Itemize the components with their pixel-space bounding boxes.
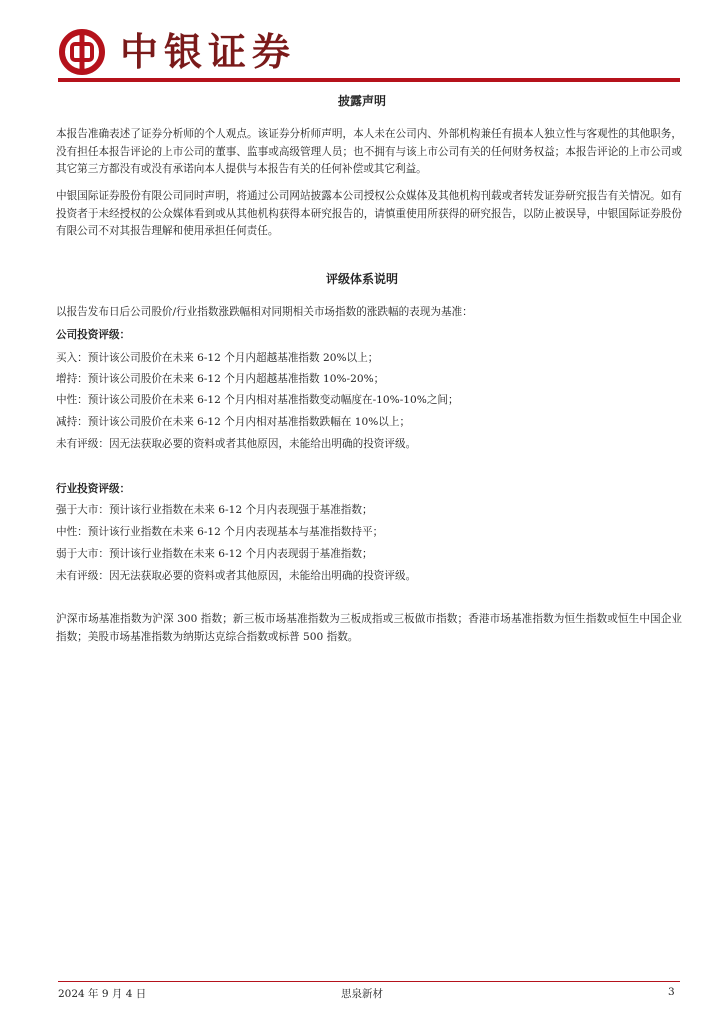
industry-rating-item: 弱于大市：预计该行业指数在未来 6-12 个月内表现弱于基准指数；: [56, 548, 373, 560]
footer-rule: [58, 981, 680, 982]
page-number: 3: [668, 986, 675, 998]
footer-report-name: 思泉新材: [341, 988, 383, 1000]
disclosure-paragraph-2: 中银国际证券股份有限公司同时声明，将通过公司网站披露本公司授权公众媒体及其他机构刊载或者转发证券研究报告有关情况。如有投资者于未经授权的公众媒体看到或从其他机构获得本研究报告的，请慎重使用所获得的研究报告，以防止被误导，中银国际证券股份有限公司不对其报告理解和使用承担任何责任。: [56, 190, 682, 238]
company-rating-item: 减持：预计该公司股价在未来 6-12 个月内相对基准指数跌幅在 10%以上；: [56, 416, 411, 428]
company-rating-heading: 公司投资评级：: [56, 329, 131, 341]
header-rule: [58, 78, 680, 82]
brand-name: 中银证券: [120, 30, 297, 74]
industry-rating-heading: 行业投资评级：: [56, 483, 131, 495]
industry-rating-item: 强于大市：预计该行业指数在未来 6-12 个月内表现强于基准指数；: [56, 504, 373, 516]
bank-of-china-logo-icon: [58, 28, 106, 76]
industry-rating-item: 中性：预计该行业指数在未来 6-12 个月内表现基本与基准指数持平；: [56, 526, 384, 538]
rating-intro: 以报告发布日后公司股价/行业指数涨跌幅相对同期相关市场指数的涨跌幅的表现为基准：: [56, 306, 473, 318]
industry-rating-item: 未有评级：因无法获取必要的资料或者其他原因，未能给出明确的投资评级。: [56, 570, 417, 582]
disclosure-paragraph-1: 本报告准确表述了证券分析师的个人观点。该证券分析师声明，本人未在公司内、外部机构兼任有损本人独立性与客观性的其他职务，没有担任本报告评论的上市公司的董事、监事或高级管理人员；也不拥有与该上市公司有关的任何财务权益；本报告评论的上市公司或其它第三方都没有或没有承诺向本人提供与本报告有关的任何补偿或其它利益。: [56, 128, 682, 176]
benchmark-note: 沪深市场基准指数为沪深 300 指数；新三板市场基准指数为三板成指或三板做市指数；香港市场基准指数为恒生指数或恒生中国企业指数；美股市场基准指数为纳斯达克综合指数或标普 500 指数。: [56, 613, 682, 643]
company-rating-item: 未有评级：因无法获取必要的资料或者其他原因，未能给出明确的投资评级。: [56, 438, 417, 450]
rating-title: 评级体系说明: [325, 272, 398, 286]
footer-date: 2024 年 9 月 4 日: [58, 988, 147, 1000]
disclosure-title: 披露声明: [337, 94, 386, 108]
company-rating-item: 增持：预计该公司股价在未来 6-12 个月内超越基准指数 10%-20%；: [56, 373, 385, 385]
company-rating-item: 中性：预计该公司股价在未来 6-12 个月内相对基准指数变动幅度在-10%-10%之间；: [56, 394, 459, 406]
company-rating-item: 买入：预计该公司股价在未来 6-12 个月内超越基准指数 20%以上；: [56, 352, 379, 364]
page-header: [58, 28, 680, 78]
